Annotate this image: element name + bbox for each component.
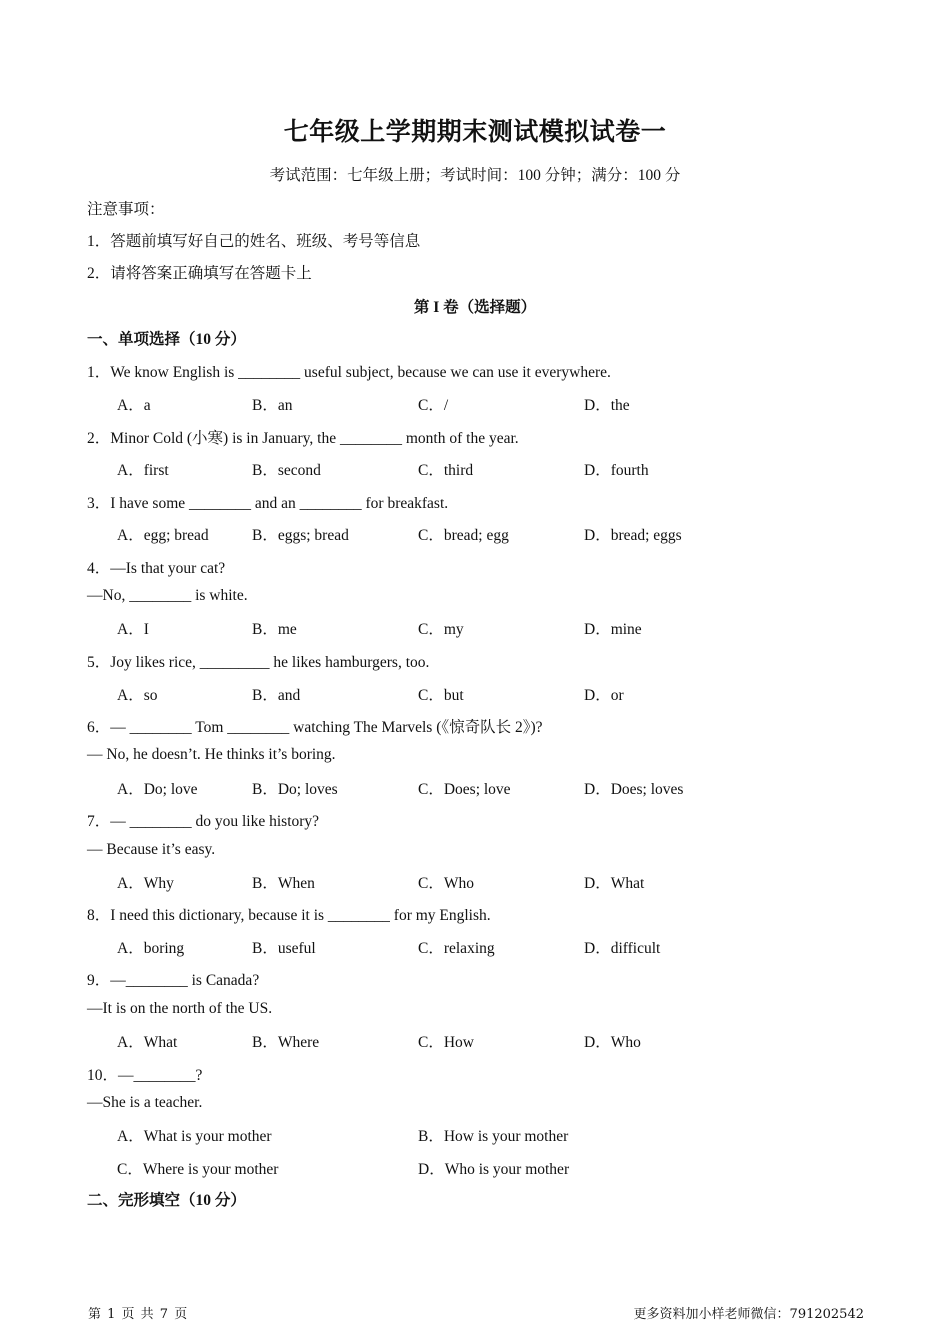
option-a: A．a	[117, 397, 151, 414]
option-d: D．Who	[584, 1034, 641, 1051]
option-c: C．third	[418, 462, 474, 479]
option-d: D．Who is your mother	[418, 1161, 570, 1178]
option-a: A．Why	[117, 875, 174, 892]
footer-contact: 更多资料加小样老师微信：791202542	[633, 1307, 864, 1322]
section-heading-single-choice: 一、单项选择（10 分）	[87, 331, 246, 348]
option-a: A．egg; bread	[117, 527, 209, 544]
option-d: D．the	[584, 397, 630, 414]
question-stem-reply: —No, ________ is white.	[87, 587, 248, 604]
option-c: C．my	[418, 621, 464, 638]
option-c: C．/	[418, 397, 449, 414]
question-stem: 7．— ________ do you like history?	[87, 813, 320, 830]
option-d: D．or	[584, 687, 624, 704]
option-d: D．What	[584, 875, 645, 892]
option-c: C．Where is your mother	[117, 1161, 279, 1178]
question-stem: 5．Joy likes rice, _________ he likes hamburgers, too.	[87, 654, 430, 671]
question-stem: 4．—Is that your cat?	[87, 560, 226, 577]
question-stem-reply: — No, he doesn’t. He thinks it’s boring.	[87, 746, 336, 763]
option-c: C．How	[418, 1034, 474, 1051]
option-c: C．Does; love	[418, 781, 511, 798]
option-b: B．an	[252, 397, 293, 414]
option-a: A．first	[117, 462, 169, 479]
notice-heading: 注意事项：	[87, 201, 165, 218]
option-b: B．Where	[252, 1034, 320, 1051]
exam-info: 考试范围：七年级上册；考试时间：100 分钟；满分：100 分	[269, 167, 681, 184]
question-stem: 8．I need this dictionary, because it is ________ for my English.	[87, 907, 491, 924]
volume-heading: 第 I 卷（选择题）	[413, 299, 537, 316]
notice-item: 1．答题前填写好自己的姓名、班级、考号等信息	[87, 233, 421, 250]
option-b: B．When	[252, 875, 315, 892]
question-stem: 6．— ________ Tom ________ watching The Marvels (《惊奇队长 2》)?	[87, 719, 543, 736]
option-c: C．Who	[418, 875, 474, 892]
option-c: C．relaxing	[418, 940, 495, 957]
option-d: D．mine	[584, 621, 642, 638]
question-stem: 3．I have some ________ and an ________ for breakfast.	[87, 495, 449, 512]
question-stem: 9．—________ is Canada?	[87, 972, 260, 989]
question-stem-reply: —It is on the north of the US.	[87, 1000, 273, 1017]
option-a: A．boring	[117, 940, 185, 957]
option-a: A．I	[117, 621, 149, 638]
option-b: B．How is your mother	[418, 1128, 569, 1145]
option-c: C．bread; egg	[418, 527, 509, 544]
option-a: A．so	[117, 687, 158, 704]
option-c: C．but	[418, 687, 464, 704]
option-b: B．eggs; bread	[252, 527, 349, 544]
option-a: A．What is your mother	[117, 1128, 272, 1145]
option-b: B．Do; loves	[252, 781, 338, 798]
question-stem: 10．—________?	[87, 1067, 203, 1084]
question-stem-reply: — Because it’s easy.	[87, 841, 216, 858]
question-stem: 1．We know English is ________ useful subject, because we can use it everywhere.	[87, 364, 611, 381]
option-d: D．bread; eggs	[584, 527, 682, 544]
question-stem-reply: —She is a teacher.	[87, 1094, 203, 1111]
option-d: D．difficult	[584, 940, 661, 957]
option-a: A．What	[117, 1034, 178, 1051]
page-number: 第 1 页 共 7 页	[88, 1307, 189, 1322]
option-a: A．Do; love	[117, 781, 198, 798]
question-stem: 2．Minor Cold (小寒) is in January, the ________ month of the year.	[87, 430, 519, 447]
option-d: D．Does; loves	[584, 781, 684, 798]
option-b: B．second	[252, 462, 321, 479]
option-b: B．me	[252, 621, 297, 638]
option-b: B．and	[252, 687, 301, 704]
section-heading-cloze: 二、完形填空（10 分）	[87, 1192, 246, 1209]
notice-item: 2．请将答案正确填写在答题卡上	[87, 265, 312, 282]
option-b: B．useful	[252, 940, 316, 957]
option-d: D．fourth	[584, 462, 649, 479]
page-title: 七年级上学期期末测试模拟试卷一	[283, 117, 667, 146]
